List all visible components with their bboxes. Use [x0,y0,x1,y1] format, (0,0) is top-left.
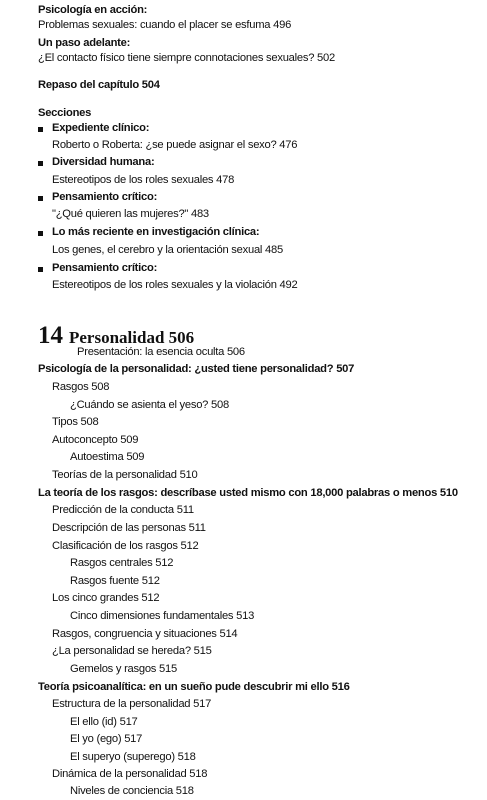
toc-line-l40: Dinámica de la personalidad 518 [52,768,208,780]
toc-line-l14: Pensamiento crítico: [52,262,158,274]
toc-line-l31: Cinco dimensiones fundamentales 513 [70,610,255,622]
toc-line-l28: Rasgos centrales 512 [70,557,174,569]
toc-line-l29: Rasgos fuente 512 [70,575,160,587]
chapter-title: Personalidad 506 [69,328,195,347]
toc-line-l32: Rasgos, congruencia y situaciones 514 [52,628,238,640]
toc-line-l24: La teoría de los rasgos: descríbase usted mismo con 18,000 palabras o menos 510 [38,487,458,499]
bullet-icon [38,231,43,236]
toc-line-l2: Un paso adelante: [38,37,131,49]
toc-line-l16: Presentación: la esencia oculta 506 [77,346,245,358]
toc-line-l38: El yo (ego) 517 [70,733,143,745]
toc-line-l41: Niveles de conciencia 518 [70,785,194,797]
toc-line-l22: Autoestima 509 [70,451,145,463]
chapter-number: 14 [38,322,63,349]
toc-line-l3: ¿El contacto físico tiene siempre connotaciones sexuales? 502 [38,52,335,64]
bullet-icon [38,196,43,201]
bullet-icon [38,161,43,166]
toc-line-l12: Lo más reciente en investigación clínica: [52,226,260,238]
toc-line-l26: Descripción de las personas 511 [52,522,206,534]
toc-line-l11: "¿Qué quieren las mujeres?" 483 [52,208,209,220]
toc-line-l7: Roberto o Roberta: ¿se puede asignar el sexo? 476 [52,139,298,151]
toc-line-l8: Diversidad humana: [52,156,155,168]
toc-line-l9: Estereotipos de los roles sexuales 478 [52,174,235,186]
bullet-icon [38,267,43,272]
toc-line-l10: Pensamiento crítico: [52,191,158,203]
toc-line-l23: Teorías de la personalidad 510 [52,469,198,481]
toc-line-l35: Teoría psicoanalítica: en un sueño pude descubrir mi ello 516 [38,681,350,693]
toc-line-l19: ¿Cuándo se asienta el yeso? 508 [70,399,229,411]
toc-line-l39: El superyo (superego) 518 [70,751,196,763]
toc-line-l5: Secciones [38,107,92,119]
toc-line-l25: Predicción de la conducta 511 [52,504,194,516]
toc-line-l0: Psicología en acción: [38,4,148,16]
toc-line-l18: Rasgos 508 [52,381,110,393]
toc-line-l17: Psicología de la personalidad: ¿usted tiene personalidad? 507 [38,363,355,375]
toc-line-l21: Autoconcepto 509 [52,434,139,446]
toc-line-l33: ¿La personalidad se hereda? 515 [52,645,212,657]
toc-line-l13: Los genes, el cerebro y la orientación sexual 485 [52,244,283,256]
toc-line-l30: Los cinco grandes 512 [52,592,160,604]
toc-line-l4: Repaso del capítulo 504 [38,79,160,91]
toc-line-l34: Gemelos y rasgos 515 [70,663,177,675]
toc-line-l36: Estructura de la personalidad 517 [52,698,212,710]
toc-line-l6: Expediente clínico: [52,122,150,134]
bullet-icon [38,127,43,132]
toc-line-l15: Estereotipos de los roles sexuales y la violación 492 [52,279,298,291]
toc-line-l27: Clasificación de los rasgos 512 [52,540,199,552]
toc-line-l20: Tipos 508 [52,416,99,428]
toc-line-l37: El ello (id) 517 [70,716,138,728]
toc-line-l1: Problemas sexuales: cuando el placer se esfuma 496 [38,19,292,31]
